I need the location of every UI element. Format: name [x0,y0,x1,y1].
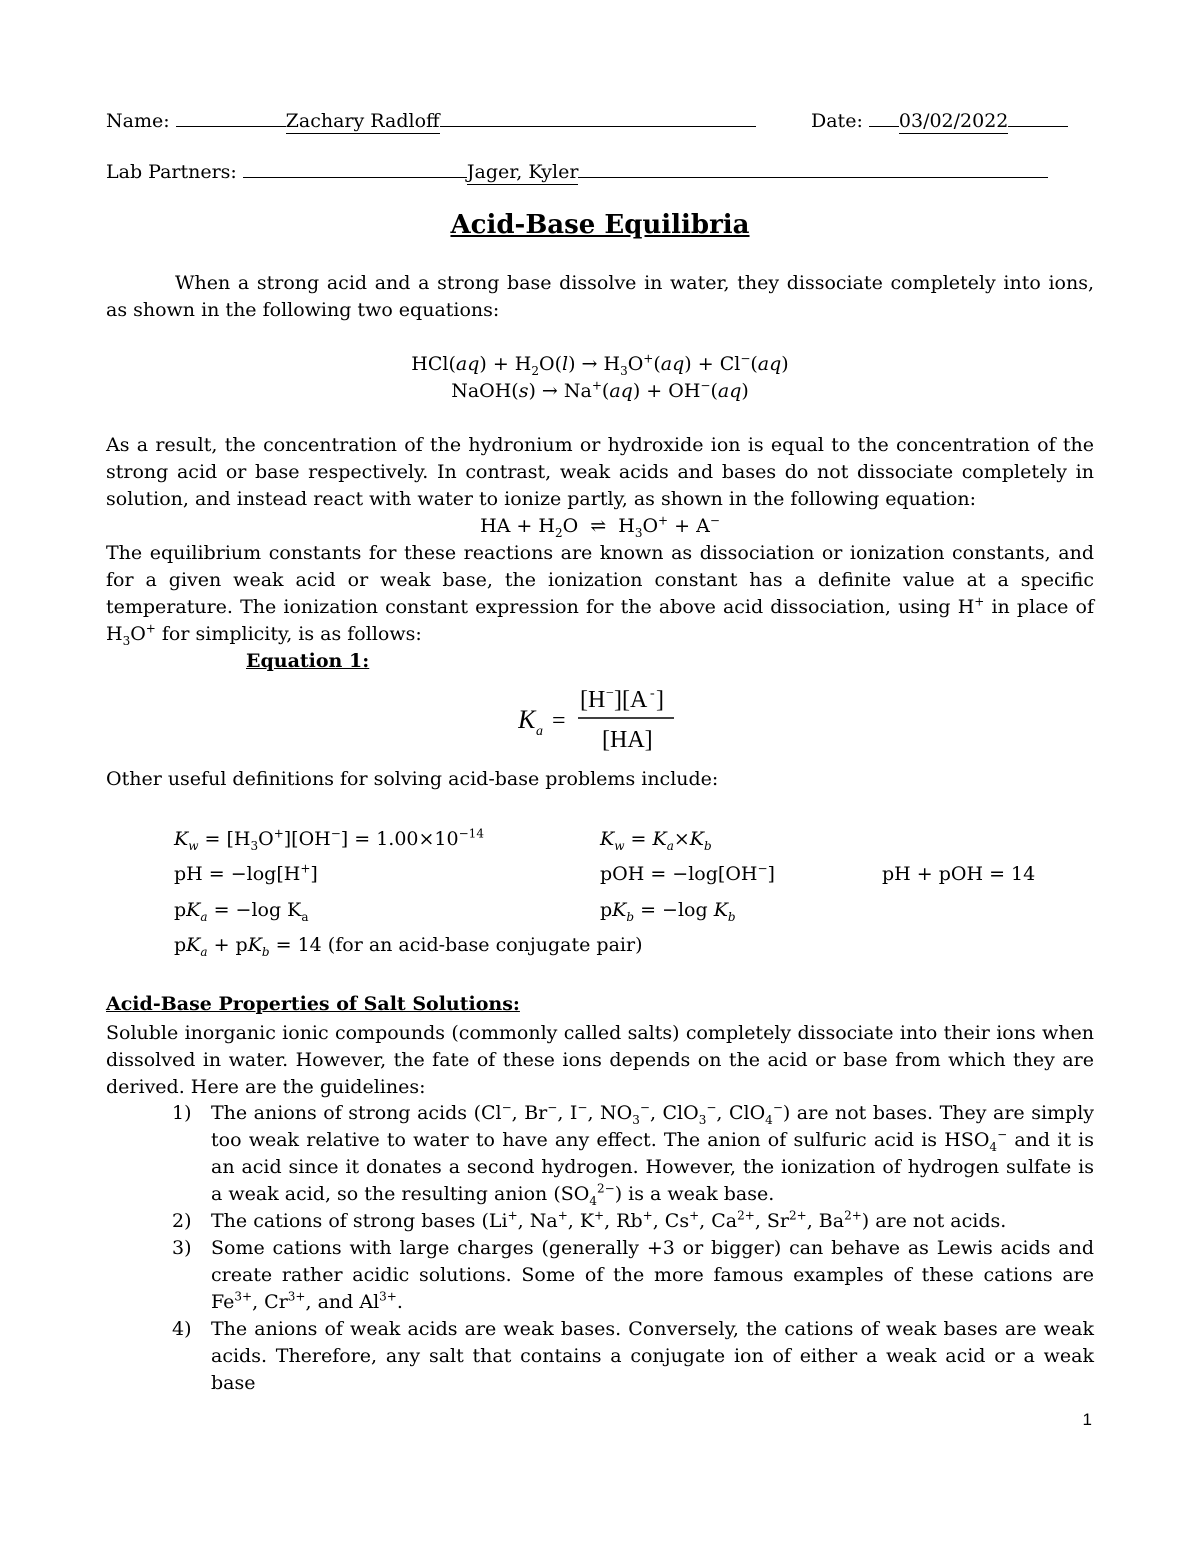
svg-text:]: ] [656,687,664,713]
guidelines-list [172,1100,1094,1397]
date-label: Date: [811,110,863,132]
def-kw: $K_w = [H_3O^+][OH^-] = 1.00\times 10^{-14}$ [174,826,484,853]
def-ph: pH = −log[H+] [174,861,318,885]
svg-text:-: - [650,686,655,701]
def-kw-product: $K_w = K_a\times K_b$ [600,828,712,853]
intro-paragraph: When a strong acid and a strong base dissolve in water, they dissociate completely into ions, as shown in the following two equations: [106,272,1094,321]
def-poh: pOH = −log[OH−] [600,861,775,885]
ka-expression [518,683,678,759]
paragraph-constants: The equilibrium constants for these reactions are known as dissociation or ionization constants, and for a given weak acid or weak base, the ionization constant has a definite value at a specific temperature. The ionization constant expression for the above acid dissociation, using H+ in place of $H_3O^+$ for simplicity, is as follows: [106,542,1095,648]
name-line [106,108,756,135]
name-value: Zachary Radloff [285,110,440,132]
partners-label: Lab Partners: [106,161,237,183]
partners-line [106,159,1048,186]
section-heading: Acid-Base Properties of Salt Solutions: [106,993,520,1015]
equation-ha: HA + $H_2O$ ⇌ $H_3O^+ + A^-$ [480,513,720,540]
other-definitions-intro: Other useful definitions for solving acid-base problems include: [106,768,719,790]
equation-1-label: Equation 1: [246,650,370,672]
svg-text:a: a [536,724,543,739]
svg-text:][A: ][A [614,687,648,713]
partners-value: Jager, Kyler [466,161,579,183]
list-item: 2) The cations of strong bases (Li+, Na+, K+, Rb+, Cs+, $Ca^{2+}$, $Sr^{2+}$, $Ba^{2+}$) are not acids. [172,1208,1007,1232]
date-value: 03/02/2022 [898,110,1009,132]
page-title: Acid-Base Equilibria [450,210,750,240]
def-pkb: $pK_b = -\log$ $K_b$ [600,899,736,924]
page-number: 1 [1082,1410,1092,1429]
equation-naoh: NaOH(s) → Na+(aq) + OH−(aq) [451,378,749,402]
name-label: Name: [106,110,170,132]
svg-text:K: K [518,705,536,734]
equation-hcl: $HCl(aq) + H_2O(l) \to H_3O^+(aq) + Cl^-(aq)$ [411,351,789,378]
list-item: 1) The anions of strong acids (Cl−, Br−, I−, $NO_3^-$, ClO$_3$−, ClO$_4$−) are not bases. They are simply too weak relative to water to have any effect. The anion of sulfuric acid is $HSO_4^-$ and it is an acid since it donates a second hydrogen. However, the ionization of hydrogen sulfate is a weak acid, so the resulting anion $(SO_4^{2-})$ is a weak base. [172,1100,1095,1208]
section-intro: Soluble inorganic ionic compounds (commonly called salts) completely dissociate into their ions when dissolved in water. However, the fate of these ions depends on the acid or base from which they are derived. Here are the guidelines: [106,1022,1094,1098]
list-item: 3) Some cations with large charges (generally +3 or bigger) can behave as Lewis acids and create rather acidic solutions. Some of the more famous examples of these cations are $Fe^{3+}$, $Cr^{3+}$, and $Al^{3+}$. [172,1237,1094,1313]
svg-text:=: = [552,708,566,734]
svg-text:[H: [H [580,687,606,713]
svg-text:[HA]: [HA] [602,727,653,753]
def-pka-pkb: $pK_a + pK_b = 14$ (for an acid-base conjugate pair) [174,934,643,959]
date-line [811,108,1068,135]
paragraph-weak-acids: As a result, the concentration of the hydronium or hydroxide ion is equal to the concentration of the strong acid or base respectively. In contrast, weak acids and bases do not dissociate completely in solution, and instead react with water to ionize partly, as shown in the following equation: [106,434,1094,510]
list-item: 4) The anions of weak acids are weak bases. Conversely, the cations of weak bases are weak acids. Therefore, any salt that contains a conjugate ion of either a weak acid or a weak base [172,1318,1094,1394]
def-ph-poh-sum: pH + pOH = 14 [882,863,1036,885]
svg-text:−: − [606,686,614,701]
def-pka: $pK_a = -\log$ $K_a$ [174,899,309,924]
